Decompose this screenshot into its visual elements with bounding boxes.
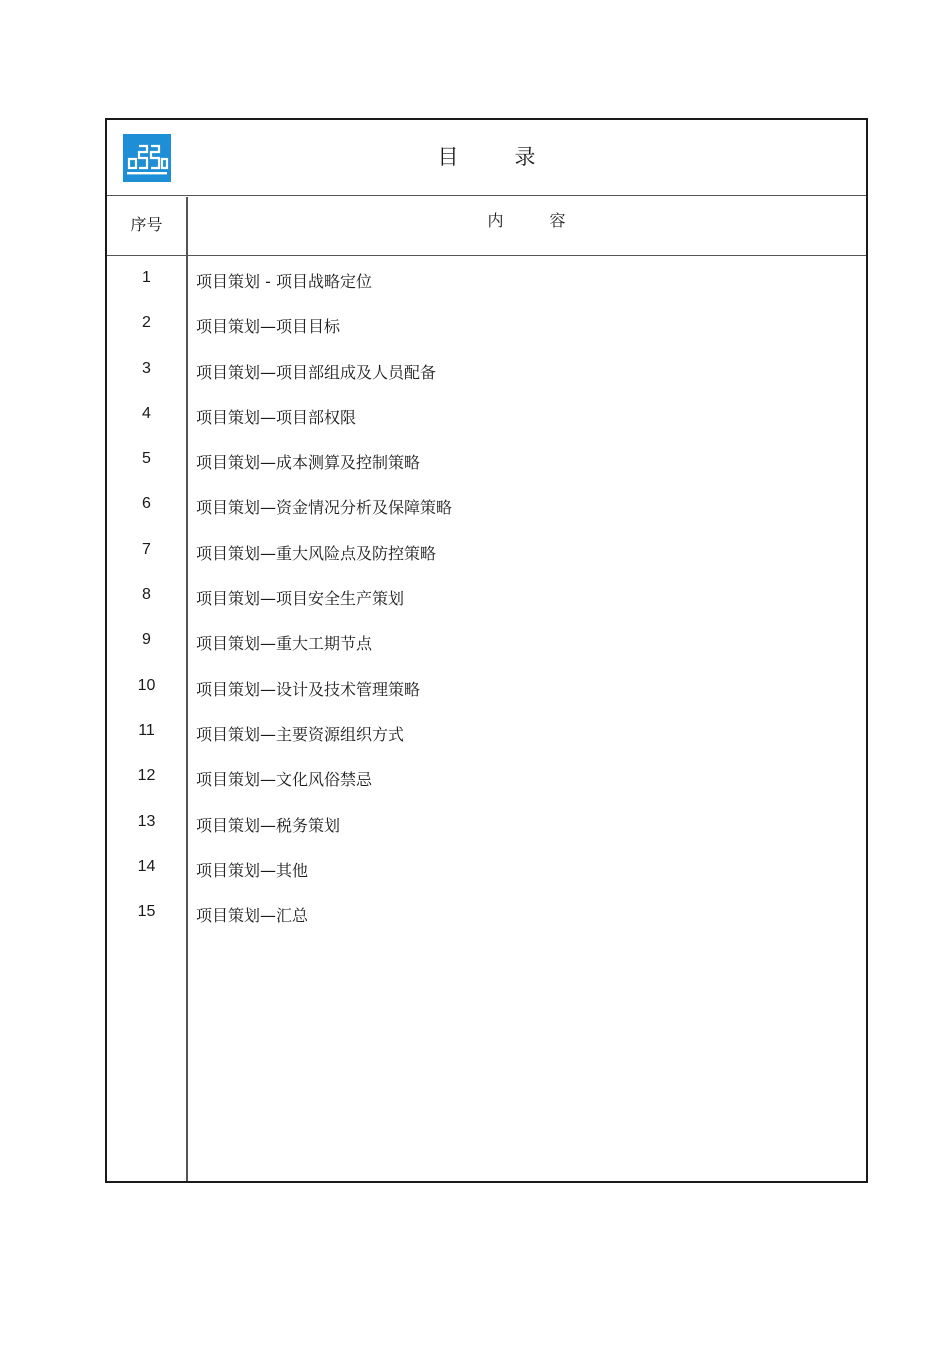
row-text: 项目策划—重大风险点及防控策略 <box>196 543 437 563</box>
table-row <box>107 710 866 755</box>
table-row <box>107 257 866 302</box>
table-row <box>107 302 866 347</box>
row-number: 14 <box>137 857 156 875</box>
table-row <box>107 891 866 936</box>
table-row <box>107 846 866 891</box>
row-number: 4 <box>142 404 151 422</box>
row-number: 12 <box>137 767 156 785</box>
row-text: 项目策划—成本测算及控制策略 <box>196 453 421 473</box>
row-number: 7 <box>142 540 151 558</box>
toc-table <box>105 118 868 1183</box>
row-text: 项目策划—重大工期节点 <box>196 634 373 654</box>
table-row <box>107 483 866 528</box>
row-text: 项目策划—设计及技术管理策略 <box>196 679 421 699</box>
row-text: 项目策划—项目部权限 <box>196 407 357 427</box>
row-text: 项目策划—项目部组成及人员配备 <box>196 362 437 382</box>
row-number: 11 <box>138 721 155 739</box>
row-text: 项目策划—其他 <box>196 860 309 880</box>
row-text: 项目策划—资金情况分析及保障策略 <box>196 498 453 518</box>
row-number: 10 <box>137 676 156 694</box>
row-text: 项目策划—项目目标 <box>196 317 341 337</box>
table-row <box>107 348 866 393</box>
row-number: 2 <box>142 314 151 332</box>
title-row <box>107 120 866 196</box>
row-text: 项目策划 - 项目战略定位 <box>196 272 372 291</box>
table-row <box>107 393 866 438</box>
table-row <box>107 619 866 664</box>
table-row <box>107 665 866 710</box>
row-number: 13 <box>137 812 156 830</box>
table-row <box>107 438 866 483</box>
table-row <box>107 755 866 800</box>
table-row <box>107 529 866 574</box>
row-text: 项目策划—项目安全生产策划 <box>196 589 405 609</box>
row-text: 项目策划—文化风俗禁忌 <box>196 770 373 790</box>
row-number: 3 <box>142 359 151 377</box>
table-row <box>107 574 866 619</box>
header-content: 内容 <box>487 211 612 230</box>
row-text: 项目策划—主要资源组织方式 <box>196 724 405 744</box>
row-number: 8 <box>142 586 151 604</box>
table-row <box>107 801 866 846</box>
table-header <box>107 197 866 256</box>
row-text: 项目策划—税务策划 <box>196 815 341 835</box>
page-title: 目录 <box>437 145 592 169</box>
row-number: 9 <box>142 631 151 649</box>
toc-rows <box>107 257 866 936</box>
row-number: 6 <box>142 495 151 513</box>
row-number: 5 <box>142 450 151 468</box>
row-number: 15 <box>137 903 156 921</box>
row-number: 1 <box>142 269 151 286</box>
row-text: 项目策划—汇总 <box>196 906 309 926</box>
header-seq: 序号 <box>130 215 163 234</box>
